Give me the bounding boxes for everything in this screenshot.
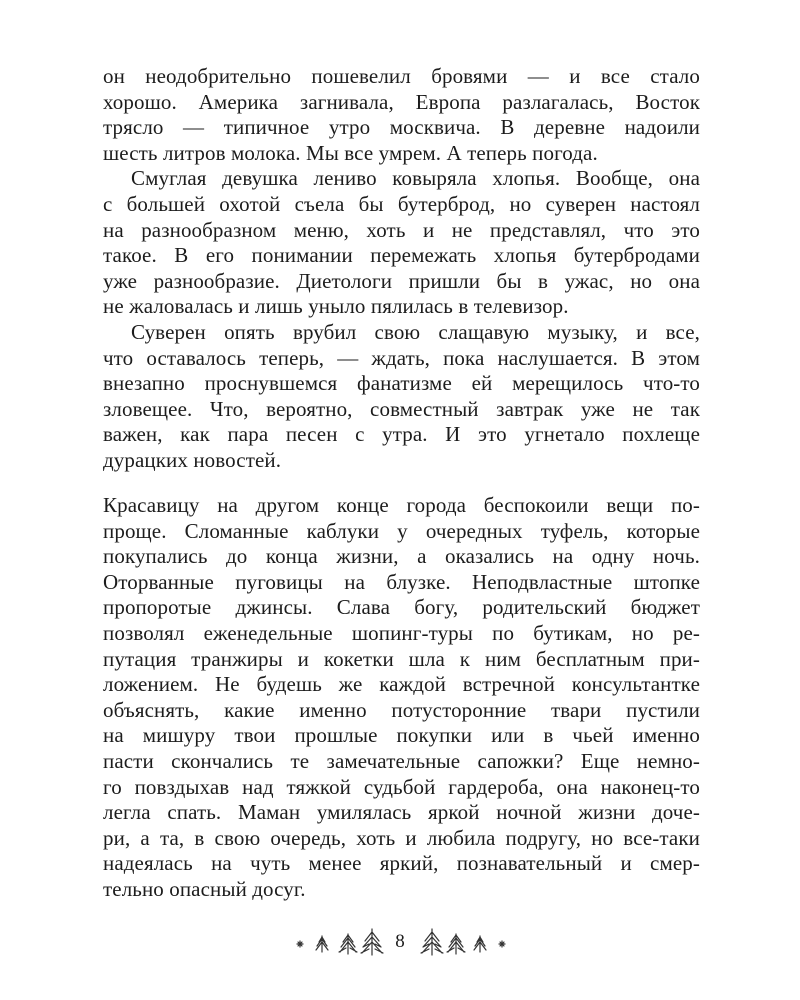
text-line: позволял еженедельные шопинг-туры по бутикам, но ре-: [103, 620, 700, 645]
text-line: на разнообразном меню, хоть и не представлял, что это: [103, 217, 700, 242]
text-line: покупались до конца жизни, а оказались на одну ночь.: [103, 544, 700, 569]
text-line: зловещее. Что, вероятно, совместный завтрак уже не так: [103, 396, 700, 421]
text-line: Смуглая девушка лениво ковыряла хлопья. Вообще, она: [131, 166, 700, 191]
text-line: важен, как пара песен с утра. И это угнетало похлеще: [103, 422, 700, 447]
text-line: го повздыхав над тяжкой судьбой гардероба, она наконец-то: [103, 774, 700, 799]
page-number: 8: [395, 931, 405, 952]
text-line: внезапно проснувшемся фанатизме ей мерещилось что-то: [103, 371, 700, 396]
text-line: шесть литров молока. Мы все умрем. А теперь погода.: [103, 140, 598, 165]
text-line: на мишуру твои прошлые покупки или в чьей именно: [103, 723, 700, 748]
text-line: уже разнообразие. Диетологи пришли бы в ужас, но она: [103, 268, 700, 293]
text-line: ри, а та, в свою очередь, хоть и любила подругу, но все-таки: [103, 825, 700, 850]
text-line: он неодобрительно пошевелил бровями — и все стало: [103, 64, 700, 88]
paragraph: [103, 320, 700, 474]
tree-ornament-right-icon: [421, 929, 505, 955]
text-line: хорошо. Америка загнивала, Европа разлагалась, Восток: [103, 89, 700, 114]
text-line: что оставалось теперь, — ждать, пока наслушается. В этом: [103, 345, 700, 370]
text-line: надеялась на чуть менее яркий, познавательный и смер-: [103, 851, 700, 876]
text-line: объяснять, какие именно потусторонние твари пустили: [103, 697, 700, 722]
paragraph: [103, 493, 700, 903]
text-line: путация транжиры и кокетки шла к ним бесплатным при-: [103, 646, 700, 671]
text-section-1: [103, 64, 700, 474]
tree-ornament-left-icon: [297, 929, 383, 955]
text-line: дурацких новостей.: [103, 447, 282, 472]
text-line: трясло — типичное утро москвича. В деревне надоили: [103, 115, 700, 140]
paragraph: [103, 64, 700, 166]
text-line: легла спать. Маман умилялась яркой ночной жизни доче-: [103, 800, 700, 825]
paragraph: [103, 166, 700, 320]
text-line: ложением. Не будешь же каждой встречной консультантке: [103, 672, 700, 697]
text-line: проще. Сломанные каблуки у очередных туфель, которые: [103, 518, 700, 543]
text-line: тельно опасный досуг.: [103, 876, 306, 901]
text-line: Суверен опять врубил свою слащавую музыку, и все,: [131, 319, 700, 344]
text-line: такое. В его понимании перемежать хлопья бутербродами: [103, 243, 700, 268]
text-line: пропоротые джинсы. Слава богу, родительский бюджет: [103, 595, 700, 620]
text-line: пасти скончались те замечательные сапожки? Еще немно-: [103, 748, 700, 773]
text-section-2: [103, 493, 700, 903]
text-line: не жаловалась и лишь уныло пялилась в телевизор.: [103, 294, 569, 319]
text-line: Красавицу на другом конце города беспокоили вещи по-: [103, 493, 700, 517]
text-line: Оторванные пуговицы на блузке. Неподвластные штопке: [103, 569, 700, 594]
text-line: с большей охотой съела бы бутерброд, но суверен настоял: [103, 191, 700, 216]
page-footer: [0, 926, 800, 966]
